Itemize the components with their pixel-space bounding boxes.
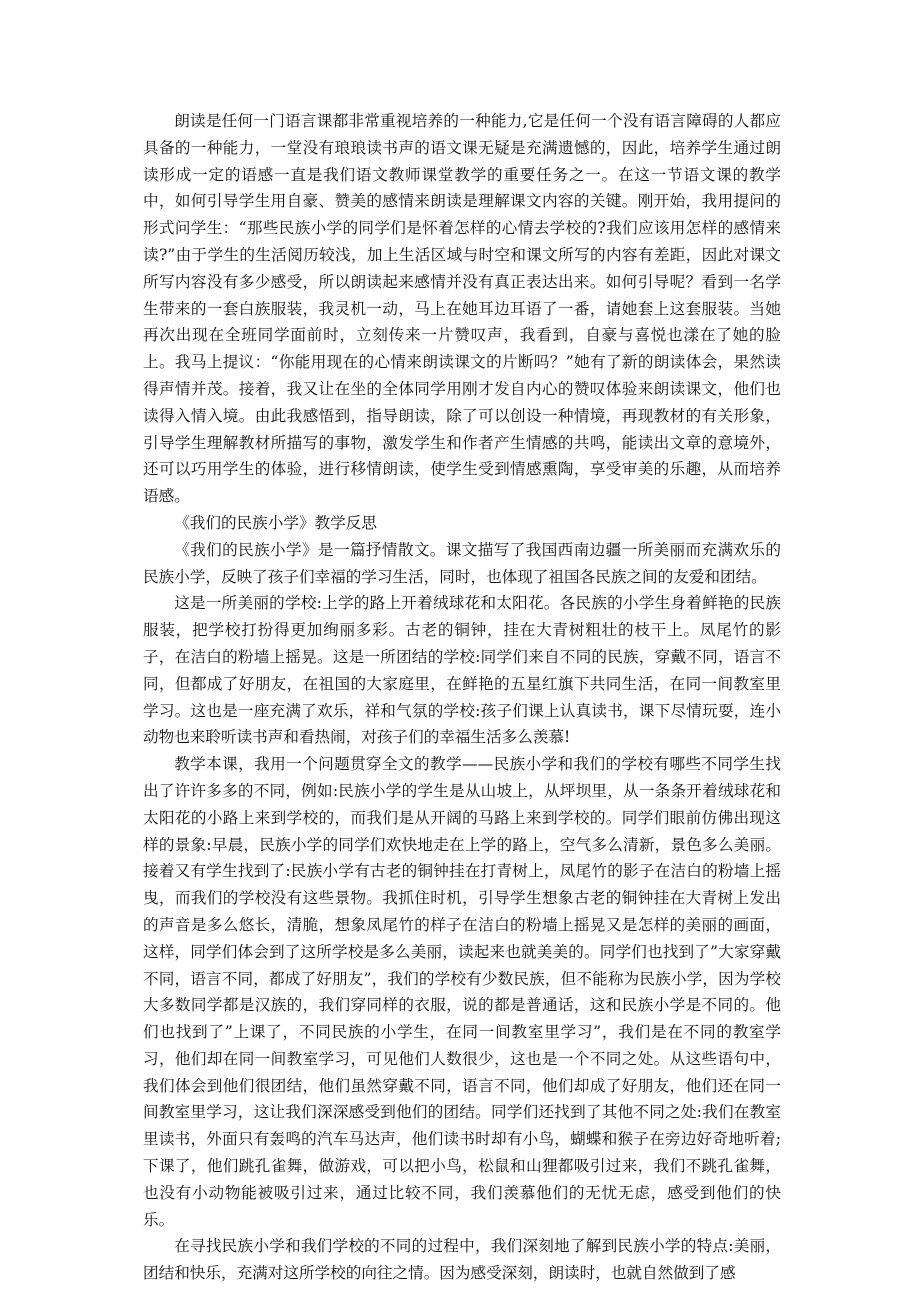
paragraph-intro: 《我们的民族小学》是一篇抒情散文。课文描写了我国西南边疆一所美丽而充满欢乐的民族小学，反映了孩子们幸福的学习生活，同时，也体现了祖国各民族之间的友爱和团结。 — [143, 540, 781, 586]
section-title: 《我们的民族小学》教学反思 — [174, 513, 377, 532]
paragraph-reading-reflection: 朗读是任何一门语言课都非常重视培养的一种能力,它是任何一个没有语言障碍的人都应具备的一种能力，一堂没有琅琅读书声的语文课无疑是充满遗憾的，因此，培养学生通过朗读形成一定的语感一直是我们语文教师课堂教学的重要任务之一。在这一节语文课的教学中，如何引导学生用自豪、赞美的感情来朗读是理解课文内容的关键。刚开始，我用提问的形式问学生：“那些民族小学的同学们是怀着怎样的心情去学校的?我们应该用怎样的感情来读?”由于学生的生活阅历较浅，加上生活区域与时空和课文所写的内容有差距，因此对课文所写内容没有多少感受，所以朗读起来感情并没有真正表达出来。如何引导呢？看到一名学生带来的一套白族服装，我灵机一动，马上在她耳边耳语了一番，请她套上这套服装。当她再次出现在全班同学面前时，立刻传来一片赞叹声，我看到，自豪与喜悦也漾在了她的脸上。我马上提议：“你能用现在的心情来朗读课文的片断吗？”她有了新的朗读体会，果然读得声情并茂。接着，我又让在坐的全体同学用刚才发自内心的赞叹体验来朗读课文，他们也读得入情入境。由此我感悟到，指导朗读，除了可以创设一种情境，再现教材的有关形象，引导学生理解教材所描写的事物，激发学生和作者产生情感的共鸣，能读出文章的意境外，还可以巧用学生的体验，进行移情朗读，使学生受到情感熏陶，享受审美的乐趣，从而培养语感。 — [143, 112, 781, 506]
document-page — [143, 108, 781, 1287]
paragraph-conclusion: 在寻找民族小学和我们学校的不同的过程中，我们深刻地了解到民族小学的特点:美丽，团结和快乐，充满对这所学校的向往之情。因为感受深刻，朗读时，也就自然做到了感 — [143, 1237, 781, 1283]
paragraph-teaching-method: 教学本课，我用一个问题贯穿全文的教学——民族小学和我们的学校有哪些不同学生找出了许许多多的不同，例如:民族小学的学生是从山坡上，从坪坝里，从一条条开着绒球花和太阳花的小路上来到学校的，而我们是从开阔的马路上来到学校的。同学们眼前仿佛出现这样的景象:早晨，民族小学的同学们欢快地走在上学的路上，空气多么清新，景色多么美丽。接着又有学生找到了:民族小学有古老的铜钟挂在打青树上，凤尾竹的影子在洁白的粉墙上摇曳，而我们的学校没有这些景物。我抓住时机，引导学生想象古老的铜钟挂在大青树上发出的声音是多么悠长，清脆，想象凤尾竹的样子在洁白的粉墙上摇晃又是怎样的美丽的画面，这样，同学们体会到了这所学校是多么美丽，读起来也就美美的。同学们也找到了”大家穿戴不同，语言不同，都成了好朋友”，我们的学校有少数民族，但不能称为民族小学，因为学校大多数同学都是汉族的，我们穿同样的衣服，说的都是普通话，这和民族小学是不同的。他们也找到了”上课了，不同民族的小学生，在同一间教室里学习”，我们是在不同的教室学习，他们却在同一间教室学习，可见他们人数很少，这也是一个不同之处。从这些语句中，我们体会到他们很团结，他们虽然穿戴不同，语言不同，他们却成了好朋友，他们还在同一间教室里学习，这让我们深深感受到他们的团结。同学们还找到了其他不同之处:我们在教室里读书，外面只有轰鸣的汽车马达声，他们读书时却有小鸟，蝴蝶和猴子在旁边好奇地听着;下课了，他们跳孔雀舞，做游戏，可以把小鸟，松鼠和山狸都吸引过来，我们不跳孔雀舞，也没有小动物能被吸引过来，通过比较不同，我们羡慕他们的无忧无虑，感受到他们的快乐。 — [143, 755, 781, 1229]
paragraph-school-description: 这是一所美丽的学校:上学的路上开着绒球花和太阳花。各民族的小学生身着鲜艳的民族服装，把学校打扮得更加绚丽多彩。古老的铜钟，挂在大青树粗壮的枝干上。凤尾竹的影子，在洁白的粉墙上摇晃。这是一所团结的学校:同学们来自不同的民族，穿戴不同，语言不同，但都成了好朋友，在祖国的大家庭里，在鲜艳的五星红旗下共同生活，在同一间教室里学习。这也是一座充满了欢乐，祥和气氛的学校:孩子们课上认真读书，课下尽情玩耍，连小动物也来聆听读书声和看热闹，对孩子们的幸福生活多么羡慕! — [143, 594, 781, 747]
